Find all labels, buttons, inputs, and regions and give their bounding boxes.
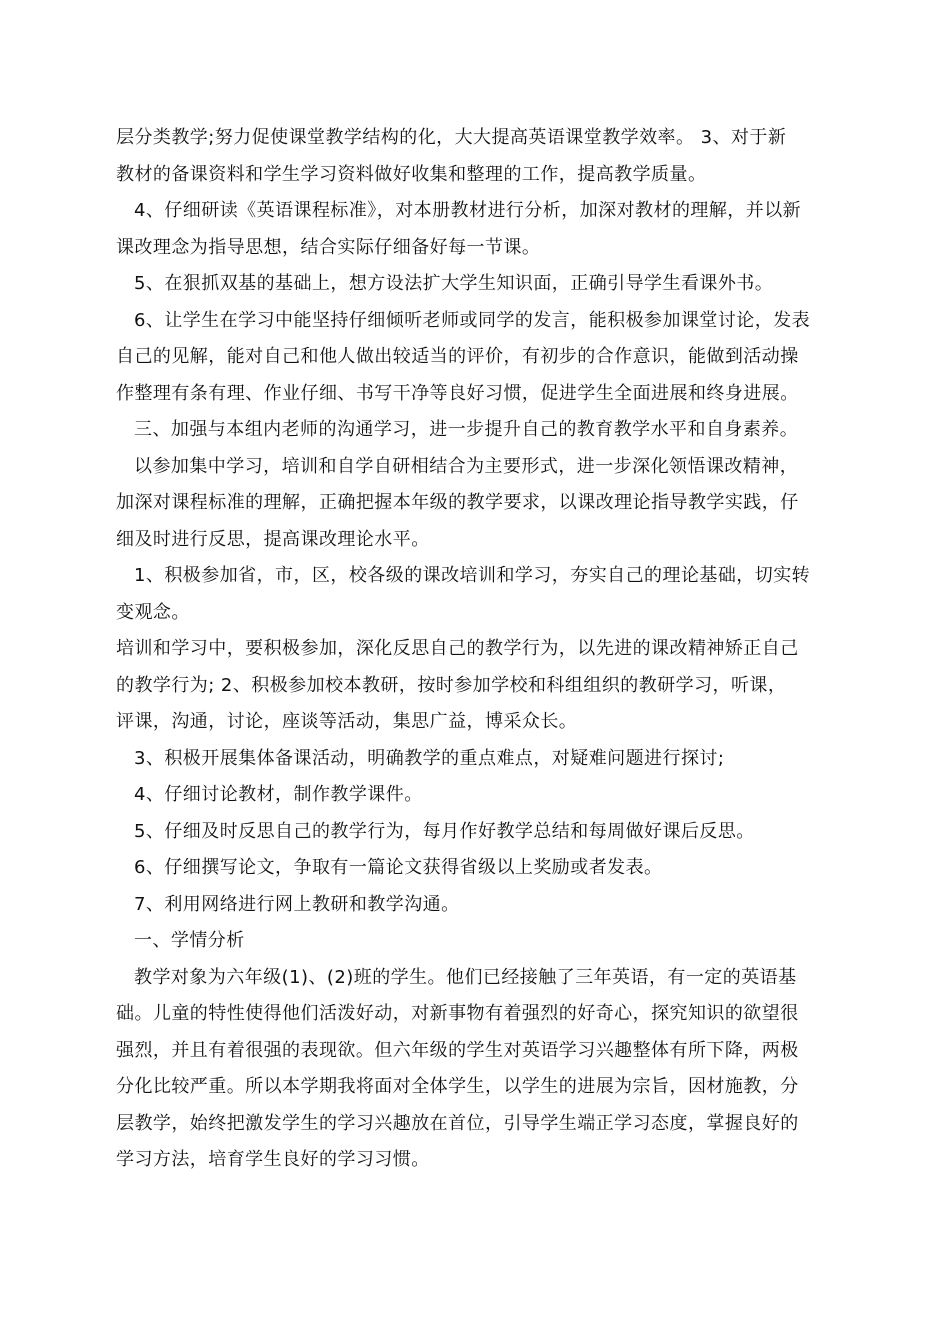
text-line: 培训和学习中，要积极参加，深化反思自己的教学行为，以先进的课改精神矫正自己 [116,638,799,659]
text-line: 的教学行为; 2、积极参加校本教研，按时参加学校和科组组织的教研学习，听课， [116,674,787,696]
text-line: 础。儿童的特性使得他们活泼好动，对新事物有着强烈的好奇心，探究知识的欲望很 [116,1003,799,1024]
text-line: 分化比较严重。所以本学期我将面对全体学生，以学生的进展为宗旨，因材施教，分 [116,1076,799,1097]
text-line: 以参加集中学习，培训和自学自研相结合为主要形式，进一步深化领悟课改精神， [134,455,799,477]
text-line: 1、积极参加省，市，区，校各级的课改培训和学习，夯实自己的理论基础，切实转 [134,565,811,586]
text-line: 课改理念为指导思想，结合实际仔细备好每一节课。 [116,236,541,258]
text-line: 6、让学生在学习中能坚持仔细倾听老师或同学的发言，能积极参加课堂讨论，发表 [134,309,811,331]
text-line: 4、仔细研读《英语课程标准》，对本册教材进行分析，加深对教材的理解，并以新 [134,200,802,221]
text-line: 层分类教学;努力促使课堂教学结构的化，大大提高英语课堂教学效率。 3、对于新 [116,127,787,148]
text-line: 自己的见解，能对自己和他人做出较适当的评价，有初步的合作意识，能做到活动操 [116,346,799,367]
text-line: 一、学情分析 [134,930,245,951]
text-line: 6、仔细撰写论文，争取有一篇论文获得省级以上奖励或者发表。 [134,857,663,878]
text-line: 强烈，并且有着很强的表现欲。但六年级的学生对英语学习兴趣整体有所下降，两极 [116,1039,799,1061]
text-line: 加深对课程标准的理解，正确把握本年级的教学要求，以课改理论指导教学实践，仔 [116,492,799,513]
text-line: 3、积极开展集体备课活动，明确教学的重点难点，对疑难问题进行探讨; [134,747,725,769]
text-line: 层教学，始终把激发学生的学习兴趣放在首位，引导学生端正学习态度，掌握良好的 [116,1112,799,1134]
text-line: 学习方法，培育学生良好的学习习惯。 [116,1149,430,1170]
text-line: 教学对象为六年级(1)、(2)班的学生。他们已经接触了三年英语，有一定的英语基 [134,966,797,988]
text-line: 变观念。 [116,601,190,623]
text-line: 7、利用网络进行网上教研和教学沟通。 [134,893,460,915]
text-line: 5、仔细及时反思自己的教学行为，每月作好教学总结和每周做好课后反思。 [134,820,755,842]
text-line: 评课，沟通，讨论，座谈等活动，集思广益，博采众长。 [116,711,578,732]
document-body [116,120,836,1179]
text-line: 5、在狠抓双基的基础上，想方设法扩大学生知识面，正确引导学生看课外书。 [134,273,774,294]
text-line: 三、加强与本组内老师的沟通学习，进一步提升自己的教育教学水平和自身素养。 [134,419,799,440]
text-line: 细及时进行反思，提高课改理论水平。 [116,528,430,550]
text-line: 4、仔细讨论教材，制作教学课件。 [134,784,423,805]
text-line: 教材的备课资料和学生学习资料做好收集和整理的工作，提高教学质量。 [116,163,707,185]
text-line: 作整理有条有理、作业仔细、书写干净等良好习惯，促进学生全面进展和终身进展。 [116,382,799,404]
